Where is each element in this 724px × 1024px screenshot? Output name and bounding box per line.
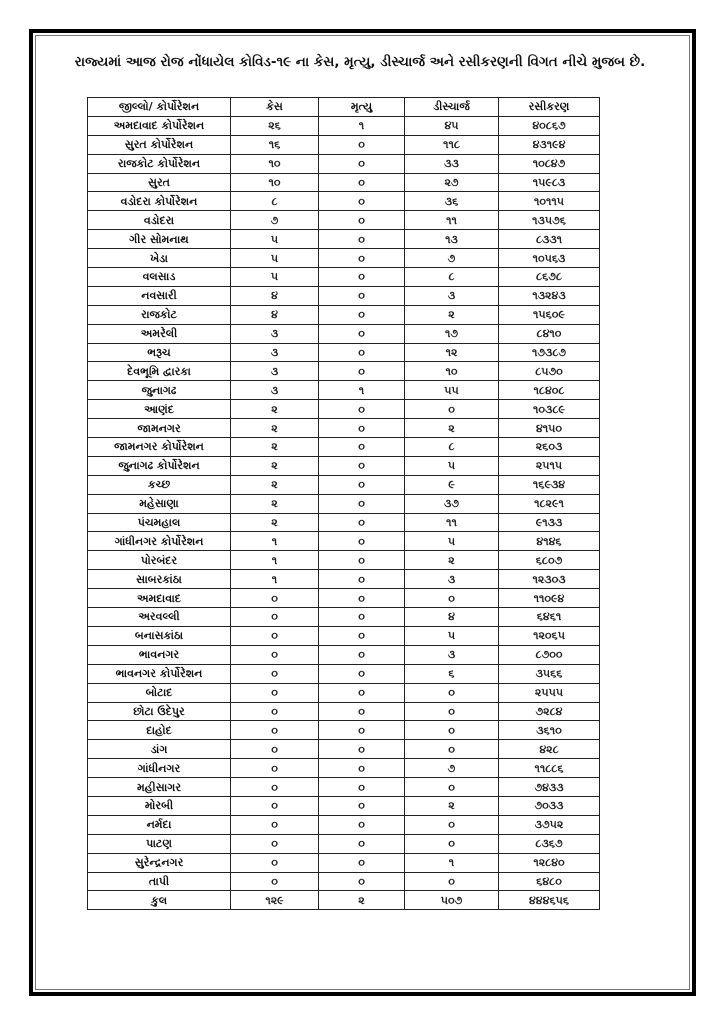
cases-cell: ૪ xyxy=(231,305,319,324)
district-cell: બનાસકાંઠા xyxy=(88,626,231,645)
table-row xyxy=(88,494,600,513)
header-district: જીલ્લો/ કોર્પોરેશન xyxy=(88,98,231,117)
discharge-cell: ૫૫ xyxy=(405,381,499,400)
vaccination-cell: ૪૧૫૦ xyxy=(499,419,600,438)
cases-cell: ૨ xyxy=(231,475,319,494)
deaths-cell: ૦ xyxy=(319,664,405,683)
table-body xyxy=(88,116,600,891)
cases-cell: ૦ xyxy=(231,683,319,702)
vaccination-cell: ૧૧૦૯૪ xyxy=(499,589,600,608)
vaccination-cell: ૧૮૨૯૧ xyxy=(499,494,600,513)
table-row xyxy=(88,192,600,211)
discharge-cell: ૩૭ xyxy=(405,494,499,513)
discharge-cell: ૩ xyxy=(405,286,499,305)
district-cell: રાજકોટ xyxy=(88,305,231,324)
deaths-cell: ૦ xyxy=(319,570,405,589)
vaccination-cell: ૪૧૪૬ xyxy=(499,532,600,551)
table-row xyxy=(88,589,600,608)
table-row xyxy=(88,853,600,872)
vaccination-cell: ૩૬૧૦ xyxy=(499,721,600,740)
cases-cell: ૧ xyxy=(231,551,319,570)
vaccination-cell: ૧૨૦૬૫ xyxy=(499,626,600,645)
discharge-cell: ૦ xyxy=(405,721,499,740)
vaccination-cell: ૨૬૦૩ xyxy=(499,438,600,457)
deaths-cell: ૦ xyxy=(319,683,405,702)
discharge-cell: ૩ xyxy=(405,570,499,589)
deaths-cell: ૦ xyxy=(319,872,405,891)
table-row xyxy=(88,400,600,419)
deaths-cell: ૦ xyxy=(319,456,405,475)
district-cell: વડોદરા કોર્પોરેશન xyxy=(88,192,231,211)
deaths-cell: ૦ xyxy=(319,645,405,664)
table-row xyxy=(88,268,600,287)
table-row xyxy=(88,778,600,797)
discharge-cell: ૧૧ xyxy=(405,211,499,230)
cases-cell: ૨ xyxy=(231,456,319,475)
discharge-cell: ૪ xyxy=(405,608,499,627)
deaths-cell: ૦ xyxy=(319,438,405,457)
table-row xyxy=(88,645,600,664)
vaccination-cell: ૧૦૩૮૯ xyxy=(499,400,600,419)
table-row xyxy=(88,702,600,721)
discharge-cell: ૬ xyxy=(405,664,499,683)
total-cases: ૧૨૯ xyxy=(231,891,319,910)
deaths-cell: ૦ xyxy=(319,400,405,419)
vaccination-cell: ૧૦૫૬૩ xyxy=(499,249,600,268)
vaccination-cell: ૩૫૬૬ xyxy=(499,664,600,683)
discharge-cell: ૭ xyxy=(405,249,499,268)
table-row xyxy=(88,626,600,645)
discharge-cell: ૮ xyxy=(405,268,499,287)
district-cell: સુરેન્દ્રનગર xyxy=(88,853,231,872)
deaths-cell: ૦ xyxy=(319,419,405,438)
district-cell: અમદાવાદ કોર્પોરેશન xyxy=(88,116,231,135)
vaccination-cell: ૮૫૭૦ xyxy=(499,362,600,381)
cases-cell: ૦ xyxy=(231,815,319,834)
district-cell: ખેડા xyxy=(88,249,231,268)
deaths-cell: ૦ xyxy=(319,778,405,797)
vaccination-cell: ૮૩૬૭ xyxy=(499,834,600,853)
discharge-cell: ૨ xyxy=(405,551,499,570)
district-cell: ગીર સોમનાથ xyxy=(88,230,231,249)
cases-cell: ૭ xyxy=(231,211,319,230)
cases-cell: ૧૦ xyxy=(231,154,319,173)
cases-cell: ૦ xyxy=(231,796,319,815)
district-cell: ભાવનગર xyxy=(88,645,231,664)
cases-cell: ૩ xyxy=(231,343,319,362)
table-row xyxy=(88,419,600,438)
cases-cell: ૦ xyxy=(231,626,319,645)
table-row xyxy=(88,456,600,475)
vaccination-cell: ૩૭૫૨ xyxy=(499,815,600,834)
table-row xyxy=(88,721,600,740)
deaths-cell: ૦ xyxy=(319,305,405,324)
discharge-cell: ૨૭ xyxy=(405,173,499,192)
vaccination-cell: ૮૪૧૦ xyxy=(499,324,600,343)
deaths-cell: ૦ xyxy=(319,626,405,645)
discharge-cell: ૭ xyxy=(405,759,499,778)
document-title: રાજ્યમાં આજ રોજ નોંધાયેલ કોવિડ-૧૯ ના કેસ, મૃત્યુ, ડીસ્ચાર્જ અને રસીકરણની વિગત નીચે મુજબ છે. xyxy=(74,54,646,70)
district-cell: સુરત કોર્પોરેશન xyxy=(88,135,231,154)
district-cell: રાજકોટ કોર્પોરેશન xyxy=(88,154,231,173)
table-row xyxy=(88,249,600,268)
deaths-cell: ૧ xyxy=(319,116,405,135)
discharge-cell: ૧ xyxy=(405,853,499,872)
table-row xyxy=(88,683,600,702)
deaths-cell: ૦ xyxy=(319,154,405,173)
cases-cell: ૨ xyxy=(231,419,319,438)
discharge-cell: ૨ xyxy=(405,419,499,438)
deaths-cell: ૦ xyxy=(319,740,405,759)
discharge-cell: ૩૬ xyxy=(405,192,499,211)
discharge-cell: ૦ xyxy=(405,778,499,797)
discharge-cell: ૧૧ xyxy=(405,513,499,532)
district-cell: મહેસાણા xyxy=(88,494,231,513)
vaccination-cell: ૮૬૭૮ xyxy=(499,268,600,287)
total-label: કુલ xyxy=(88,891,231,910)
cases-cell: ૦ xyxy=(231,872,319,891)
deaths-cell: ૦ xyxy=(319,324,405,343)
district-cell: અમદાવાદ xyxy=(88,589,231,608)
discharge-cell: ૮ xyxy=(405,438,499,457)
vaccination-cell: ૧૦૧૧૫ xyxy=(499,192,600,211)
discharge-cell: ૦ xyxy=(405,872,499,891)
district-cell: દેવભૂમિ દ્વારકા xyxy=(88,362,231,381)
vaccination-cell: ૧૫૬૦૯ xyxy=(499,305,600,324)
table-row xyxy=(88,570,600,589)
discharge-cell: ૦ xyxy=(405,834,499,853)
district-cell: નવસારી xyxy=(88,286,231,305)
table-row xyxy=(88,513,600,532)
vaccination-cell: ૨૫૫૫ xyxy=(499,683,600,702)
header-deaths: મૃત્યુ xyxy=(319,98,405,117)
cases-cell: ૨ xyxy=(231,494,319,513)
district-cell: જુનાગઢ xyxy=(88,381,231,400)
cases-cell: ૦ xyxy=(231,778,319,797)
deaths-cell: ૦ xyxy=(319,211,405,230)
discharge-cell: ૯ xyxy=(405,475,499,494)
covid-district-table xyxy=(87,97,600,910)
cases-cell: ૦ xyxy=(231,740,319,759)
discharge-cell: ૩ xyxy=(405,645,499,664)
table-row xyxy=(88,173,600,192)
deaths-cell: ૦ xyxy=(319,362,405,381)
cases-cell: ૫ xyxy=(231,268,319,287)
cases-cell: ૦ xyxy=(231,721,319,740)
discharge-cell: ૦ xyxy=(405,683,499,702)
table-row xyxy=(88,551,600,570)
table-row xyxy=(88,532,600,551)
table-row xyxy=(88,343,600,362)
deaths-cell: ૦ xyxy=(319,494,405,513)
discharge-cell: ૧૦ xyxy=(405,362,499,381)
cases-cell: ૩ xyxy=(231,362,319,381)
cases-cell: ૪ xyxy=(231,286,319,305)
district-cell: ગાંધીનગર xyxy=(88,759,231,778)
district-cell: દાહોદ xyxy=(88,721,231,740)
vaccination-cell: ૧૨૩૦૩ xyxy=(499,570,600,589)
district-cell: જામનગર xyxy=(88,419,231,438)
vaccination-cell: ૨૫૧૫ xyxy=(499,456,600,475)
table-row xyxy=(88,796,600,815)
table-row xyxy=(88,211,600,230)
cases-cell: ૧૦ xyxy=(231,173,319,192)
total-discharge: ૫૦૭ xyxy=(405,891,499,910)
vaccination-cell: ૧૩૨૪૩ xyxy=(499,286,600,305)
deaths-cell: ૦ xyxy=(319,230,405,249)
vaccination-cell: ૧૨૮૪૦ xyxy=(499,853,600,872)
total-deaths: ૨ xyxy=(319,891,405,910)
district-cell: સુરત xyxy=(88,173,231,192)
cases-cell: ૦ xyxy=(231,589,319,608)
vaccination-cell: ૭૦૩૩ xyxy=(499,796,600,815)
cases-cell: ૦ xyxy=(231,834,319,853)
deaths-cell: ૦ xyxy=(319,475,405,494)
district-cell: છોટા ઉદેપુર xyxy=(88,702,231,721)
discharge-cell: ૦ xyxy=(405,740,499,759)
discharge-cell: ૫ xyxy=(405,626,499,645)
table-row xyxy=(88,759,600,778)
cases-cell: ૦ xyxy=(231,759,319,778)
deaths-cell: ૦ xyxy=(319,286,405,305)
deaths-cell: ૦ xyxy=(319,135,405,154)
deaths-cell: ૦ xyxy=(319,759,405,778)
cases-cell: ૮ xyxy=(231,192,319,211)
district-cell: અરવલ્લી xyxy=(88,608,231,627)
discharge-cell: ૫ xyxy=(405,456,499,475)
district-cell: અમરેલી xyxy=(88,324,231,343)
deaths-cell: ૦ xyxy=(319,702,405,721)
cases-cell: ૫ xyxy=(231,230,319,249)
table-row xyxy=(88,834,600,853)
deaths-cell: ૦ xyxy=(319,796,405,815)
district-cell: વડોદરા xyxy=(88,211,231,230)
deaths-cell: ૦ xyxy=(319,815,405,834)
header-discharge: ડીસ્ચાર્જ xyxy=(405,98,499,117)
discharge-cell: ૫ xyxy=(405,532,499,551)
table-row xyxy=(88,475,600,494)
district-cell: જામનગર કોર્પોરેશન xyxy=(88,438,231,457)
vaccination-cell: ૮૭૦૦ xyxy=(499,645,600,664)
district-cell: મહીસાગર xyxy=(88,778,231,797)
district-cell: ભરૂચ xyxy=(88,343,231,362)
cases-cell: ૨ xyxy=(231,400,319,419)
vaccination-cell: ૪૦૮૬૭ xyxy=(499,116,600,135)
vaccination-cell: ૪૩૧૯૪ xyxy=(499,135,600,154)
vaccination-cell: ૧૬૯૩૪ xyxy=(499,475,600,494)
deaths-cell: ૧ xyxy=(319,381,405,400)
cases-cell: ૨ xyxy=(231,438,319,457)
district-cell: નર્મદા xyxy=(88,815,231,834)
deaths-cell: ૦ xyxy=(319,721,405,740)
cases-cell: ૫ xyxy=(231,249,319,268)
cases-cell: ૧ xyxy=(231,570,319,589)
discharge-cell: ૦ xyxy=(405,589,499,608)
table-row xyxy=(88,116,600,135)
vaccination-cell: ૧૦૮૪૭ xyxy=(499,154,600,173)
discharge-cell: ૨ xyxy=(405,796,499,815)
total-vaccination: ૪૪૪૬૫૬ xyxy=(499,891,600,910)
cases-cell: ૧ xyxy=(231,532,319,551)
cases-cell: ૧૬ xyxy=(231,135,319,154)
vaccination-cell: ૬૪૬૧ xyxy=(499,608,600,627)
cases-cell: ૦ xyxy=(231,645,319,664)
deaths-cell: ૦ xyxy=(319,853,405,872)
table-row xyxy=(88,872,600,891)
district-cell: ડાંગ xyxy=(88,740,231,759)
vaccination-cell: ૭૨૮૪ xyxy=(499,702,600,721)
vaccination-cell: ૪૨૮ xyxy=(499,740,600,759)
deaths-cell: ૦ xyxy=(319,551,405,570)
deaths-cell: ૦ xyxy=(319,192,405,211)
table-row xyxy=(88,305,600,324)
discharge-cell: ૦ xyxy=(405,702,499,721)
district-cell: આણંદ xyxy=(88,400,231,419)
vaccination-cell: ૧૫૯૮૩ xyxy=(499,173,600,192)
header-vaccination: રસીકરણ xyxy=(499,98,600,117)
vaccination-cell: ૮૩૩૧ xyxy=(499,230,600,249)
table-row xyxy=(88,324,600,343)
cases-cell: ૨૬ xyxy=(231,116,319,135)
deaths-cell: ૦ xyxy=(319,834,405,853)
discharge-cell: ૩૩ xyxy=(405,154,499,173)
discharge-cell: ૧૭ xyxy=(405,324,499,343)
table-row xyxy=(88,664,600,683)
district-cell: ગાંધીનગર કોર્પોરેશન xyxy=(88,532,231,551)
district-cell: મોરબી xyxy=(88,796,231,815)
district-cell: પંચમહાલ xyxy=(88,513,231,532)
discharge-cell: ૧૨ xyxy=(405,343,499,362)
deaths-cell: ૦ xyxy=(319,268,405,287)
table-row xyxy=(88,608,600,627)
district-cell: સાબરકાંઠા xyxy=(88,570,231,589)
table-row xyxy=(88,154,600,173)
vaccination-cell: ૧૧૮૮૬ xyxy=(499,759,600,778)
table-row xyxy=(88,135,600,154)
district-cell: તાપી xyxy=(88,872,231,891)
deaths-cell: ૦ xyxy=(319,173,405,192)
vaccination-cell: ૬૮૦૭ xyxy=(499,551,600,570)
table-row xyxy=(88,740,600,759)
cases-cell: ૨ xyxy=(231,513,319,532)
vaccination-cell: ૧૮૪૦૮ xyxy=(499,381,600,400)
discharge-cell: ૨ xyxy=(405,305,499,324)
cases-cell: ૩ xyxy=(231,324,319,343)
cases-cell: ૩ xyxy=(231,381,319,400)
header-cases: કેસ xyxy=(231,98,319,117)
table-row xyxy=(88,362,600,381)
table-row xyxy=(88,230,600,249)
district-cell: ભાવનગર કોર્પોરેશન xyxy=(88,664,231,683)
discharge-cell: ૪૫ xyxy=(405,116,499,135)
cases-cell: ૦ xyxy=(231,702,319,721)
vaccination-cell: ૧૭૩૮૭ xyxy=(499,343,600,362)
deaths-cell: ૦ xyxy=(319,589,405,608)
district-cell: વલસાડ xyxy=(88,268,231,287)
vaccination-cell: ૯૧૩૩ xyxy=(499,513,600,532)
table-header-row xyxy=(88,98,600,117)
vaccination-cell: ૬૪૮૦ xyxy=(499,872,600,891)
district-cell: બોટાદ xyxy=(88,683,231,702)
district-cell: પાટણ xyxy=(88,834,231,853)
deaths-cell: ૦ xyxy=(319,532,405,551)
table-row xyxy=(88,381,600,400)
discharge-cell: ૦ xyxy=(405,815,499,834)
table-row xyxy=(88,815,600,834)
district-cell: પોરબંદર xyxy=(88,551,231,570)
cases-cell: ૦ xyxy=(231,664,319,683)
vaccination-cell: ૧૩૫૭૬ xyxy=(499,211,600,230)
discharge-cell: ૧૩ xyxy=(405,230,499,249)
deaths-cell: ૦ xyxy=(319,608,405,627)
vaccination-cell: ૭૪૩૩ xyxy=(499,778,600,797)
discharge-cell: ૧૧૮ xyxy=(405,135,499,154)
deaths-cell: ૦ xyxy=(319,249,405,268)
deaths-cell: ૦ xyxy=(319,513,405,532)
discharge-cell: ૦ xyxy=(405,400,499,419)
table-row xyxy=(88,286,600,305)
district-cell: કચ્છ xyxy=(88,475,231,494)
cases-cell: ૦ xyxy=(231,608,319,627)
district-cell: જુનાગઢ કોર્પોરેશન xyxy=(88,456,231,475)
cases-cell: ૦ xyxy=(231,853,319,872)
table-row xyxy=(88,438,600,457)
table-total-row xyxy=(88,891,600,910)
deaths-cell: ૦ xyxy=(319,343,405,362)
